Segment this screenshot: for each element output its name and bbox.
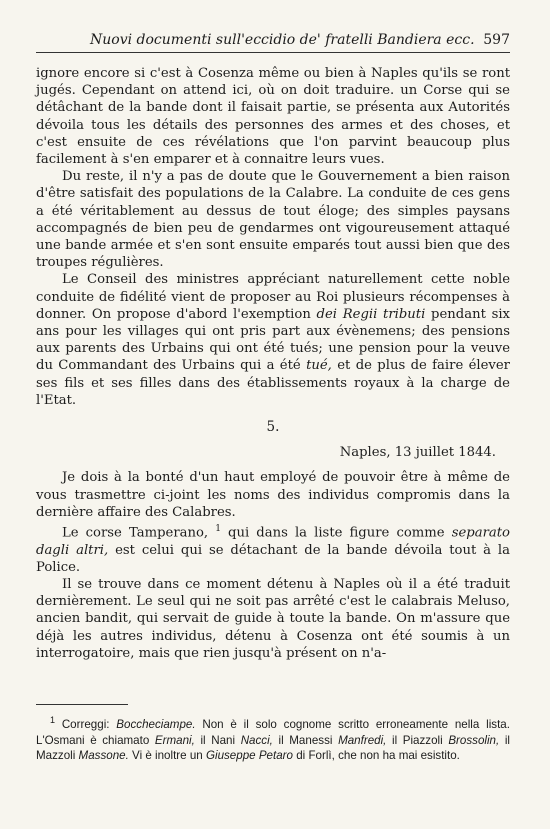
- footnote-reference: 1: [215, 524, 221, 535]
- footnote-text-1: Correggi:: [61, 717, 110, 731]
- footnote-italic-7: Giuseppe Petaro: [205, 749, 293, 763]
- footnote-text-4: il Manessi: [278, 733, 333, 747]
- footnote-text-5: il Piazzoli: [392, 733, 443, 747]
- footnote-text-2: Non è il solo cognome scritto erroneamente nella lista. L'Osmani è chiamato: [36, 717, 510, 747]
- footnote-text-3: il Nani: [200, 733, 236, 747]
- paragraph-6: Il se trouve dans ce moment détenu à Naples où il a été traduit dernièrement. Le seul qui ne soit pas arrêté c'est le calabrais Meluso, ancien bandit, qui servait de guide à toute la bande. On m'assure que déjà les autres individus, détenu à Cosenza ont été soumis à un interrogatoire, mais que rien jusqu'à présent on n'a-: [36, 577, 510, 661]
- footnote-italic-6: Massone.: [78, 749, 129, 763]
- footnote-text-6: il Mazzoli: [36, 733, 510, 763]
- paragraph-4: Je dois à la bonté d'un haut employé de pouvoir être à même de vous trasmettre ci-joint les noms des individus compromis dans la dernière affaire des Calabres.: [36, 470, 510, 520]
- page-number: 597: [483, 32, 510, 48]
- footnote-text-8: di Forlì, che non ha mai esistito.: [296, 749, 460, 763]
- running-header: [36, 28, 510, 53]
- paragraph-3-text-c: et de plus de faire élever ses fils et ses filles dans des établissements royaux à la charge de l'Etat.: [36, 358, 510, 408]
- paragraph-5: [36, 521, 510, 576]
- dateline: Naples, 13 juillet 1844.: [339, 445, 496, 461]
- paragraph-3-text-b: pendant six ans pour les villages qui ont pris part aux évènemens; des pensions aux parents des Urbains qui ont été tués; une pension pour la veuve du Commandant des Urbains qui a été: [36, 306, 510, 374]
- paragraph-3-italic-b: tué,: [306, 358, 332, 374]
- paragraph-2: Du reste, il n'y a pas de doute que le Gouvernement a bien raison d'être satisfait des populations de la Calabre. La conduite de ces gens a été véritablement au dessus de tout éloge; des simples paysans accompagnés de bien peu de gendarmes ont vigoureusement attaqué une bande armée et s'en sont ensuite emparés tout aussi bien que des troupes régulières.: [36, 169, 510, 271]
- paragraph-3-text-a: Le Conseil des ministres appréciant naturellement cette noble conduite de fidélité vient de proposer au Roi plusieurs récompenses à donner. On propose d'abord l'exemption: [36, 272, 510, 322]
- footnote-italic-2: Ermani,: [154, 733, 195, 747]
- footnote-text-7: Vi è inoltre un: [132, 749, 203, 763]
- footnote-italic-1: Boccheciampe.: [116, 717, 196, 731]
- body-text: [36, 65, 510, 662]
- footnote-italic-5: Brossolin,: [448, 733, 500, 747]
- paragraph-1: ignore encore si c'est à Cosenza même ou bien à Naples qu'ils se ront jugés. Cependant on attend ici, où on doit traduire. un Corse qui se détâchant de la bande dont il faisait partie, se présenta aux Autorités dévoila tous les détails des personnes des armes et des choses, et c'est ensuite de ces révélations que l'on parvint beaucoup plus facilement à s'en emparer et à connaitre leurs vues.: [36, 66, 510, 168]
- running-title: Nuovi documenti sull'eccidio de' fratelli Bandiera ecc.: [90, 32, 475, 48]
- paragraph-5-italic: separato dagli altri,: [36, 525, 510, 558]
- paragraph-5-text-c: est celui qui se détachant de la bande dévoila tout à la Police.: [36, 542, 510, 575]
- paragraph-3: [36, 271, 510, 409]
- paragraph-3-italic-a: dei Regii tributi: [316, 306, 426, 322]
- paragraph-5-text-a: Le corse Tamperano,: [62, 525, 209, 541]
- paragraph-5-text-b: qui dans la liste figure comme: [228, 525, 445, 541]
- footnote-mark: 1: [50, 715, 56, 726]
- footnote-italic-4: Manfredi,: [338, 733, 387, 747]
- document-page: [36, 28, 510, 764]
- section-number: 5.: [266, 419, 280, 436]
- footnote: [36, 713, 510, 764]
- footnote-rule: [36, 704, 128, 705]
- footnote-italic-3: Nacci,: [240, 733, 273, 747]
